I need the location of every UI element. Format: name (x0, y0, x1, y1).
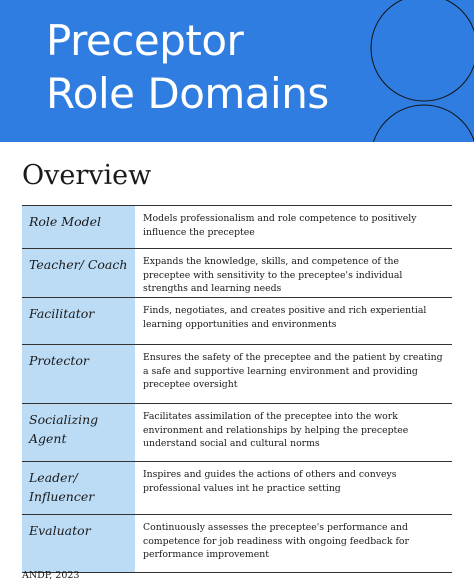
role-description: Models professionalism and role competence to positively influence the preceptee (143, 213, 417, 238)
table-row (22, 515, 452, 573)
table-row (22, 462, 452, 515)
role-name: Protector (22, 345, 135, 403)
role-description: Inspires and guides the actions of others and conveys professional values int he practice setting (143, 469, 397, 494)
role-name: Leader/ Influencer (22, 462, 135, 514)
role-name: Role Model (22, 206, 135, 248)
role-name: Socializing Agent (22, 404, 135, 461)
section-title: Overview (22, 160, 152, 191)
page-title-line-1: Preceptor (46, 16, 244, 65)
role-name: Evaluator (22, 515, 135, 572)
page-title (46, 14, 329, 120)
role-description: Facilitates assimilation of the preceptee into the work environment and relationships by helping the preceptee understand social and cultural norms (143, 411, 409, 449)
role-description: Expands the knowledge, skills, and competence of the preceptee with sensitivity to the preceptee's individual strengths and learning needs (143, 256, 403, 294)
page-title-line-2: Role Domains (46, 69, 329, 118)
role-domains-table (22, 205, 452, 573)
role-description: Finds, negotiates, and creates positive and rich experiential learning opportunities and environments (143, 305, 427, 330)
table-row (22, 298, 452, 345)
role-name: Teacher/ Coach (22, 249, 135, 297)
table-row (22, 345, 452, 404)
role-name: Facilitator (22, 298, 135, 344)
table-row (22, 249, 452, 298)
table-row (22, 206, 452, 249)
role-description: Ensures the safety of the preceptee and the patient by creating a safe and supportive learning environment and providing preceptee oversight (143, 352, 443, 390)
role-description: Continuously assesses the preceptee's performance and competence for job readiness with ongoing feedback for performance improvement (143, 522, 409, 560)
header-banner (0, 0, 474, 142)
source-citation: ANDP, 2023 (22, 570, 80, 581)
table-row (22, 404, 452, 462)
